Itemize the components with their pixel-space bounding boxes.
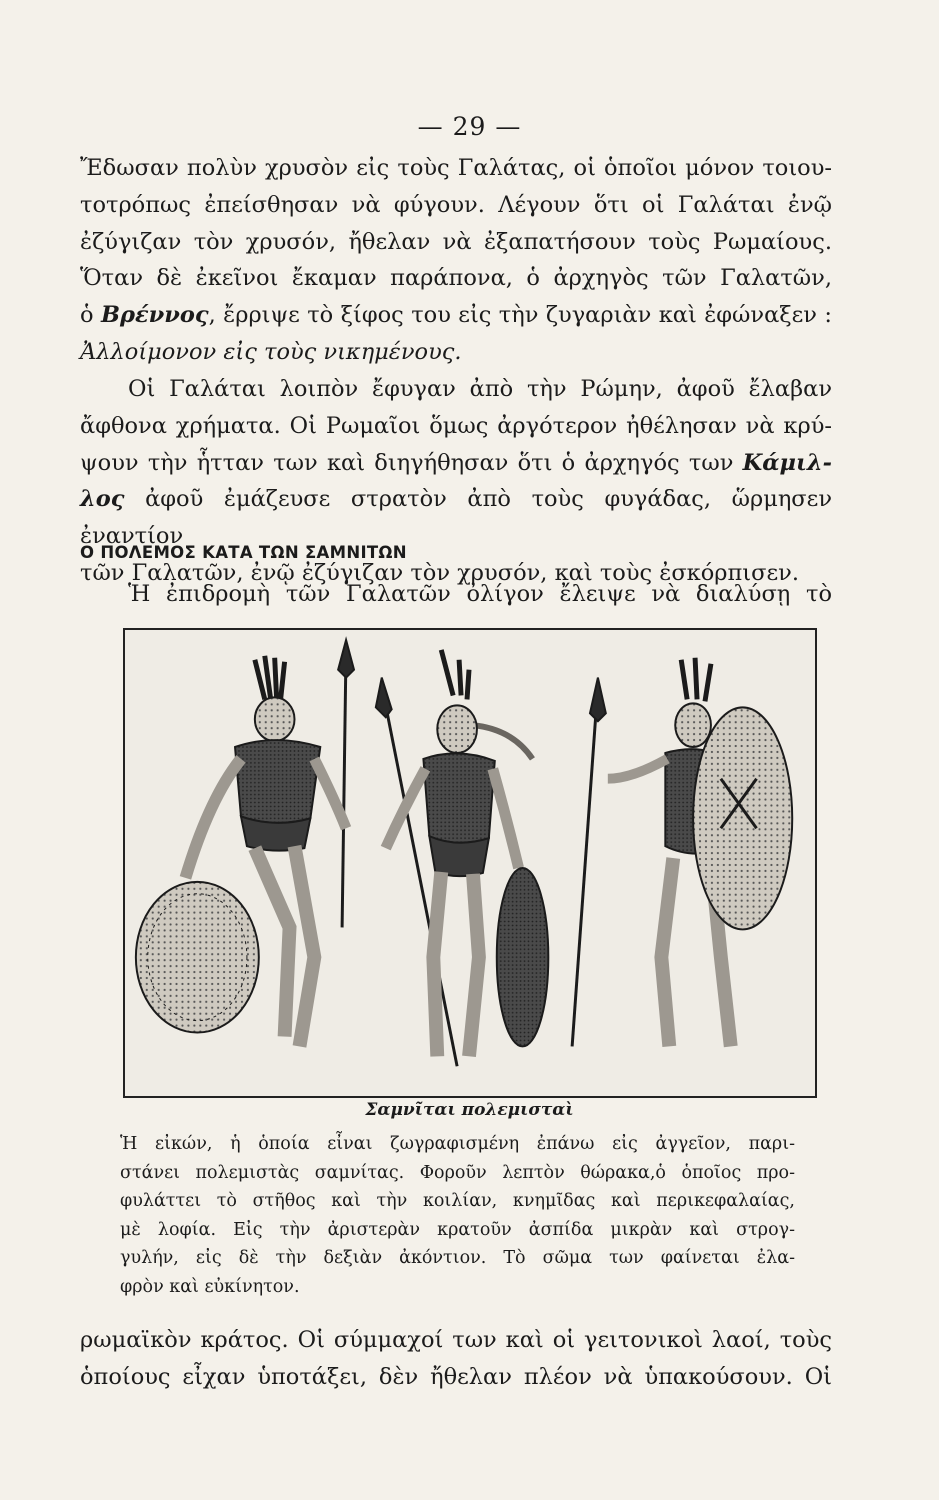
crest-plume-icon: [441, 650, 469, 700]
figure-caption-title: Σαμνῖται πολεμισταὶ: [365, 1100, 574, 1120]
caption-line: Ἡ εἰκών, ἡ ὁποία εἶναι ζωγραφισμένη ἐπάνω εἰς ἀγγεῖον, παρι-: [120, 1134, 795, 1154]
text-line: ἄφθονα χρήματα. Οἱ Ρωμαῖοι ὅμως ἀργότερον ἠθέλησαν νὰ κρύ-: [80, 412, 832, 439]
warriors-illustration: [125, 630, 815, 1096]
figure-caption: [120, 1130, 795, 1302]
crest-plume-icon: [255, 656, 285, 700]
caption-line: γυλήν, εἰς δὲ τὴν δεξιὰν ἀκόντιον. Τὸ σῶμα των φαίνεται ἐλα-: [120, 1248, 795, 1269]
text-fragment: ψουν τὴν ἧτταν των καὶ διηγήθησαν ὅτι ὁ ἀρχηγός των: [80, 449, 743, 476]
oval-shield-icon: [497, 868, 549, 1046]
spear-icon: [572, 686, 598, 1047]
tunic-icon: [429, 836, 488, 876]
text-line: Ὅταν δὲ ἐκεῖνοι ἔκαμαν παράπονα, ὁ ἀρχηγὸς τῶν Γαλατῶν,: [80, 265, 832, 292]
warrior-right: [572, 658, 792, 1047]
breastplate-icon: [423, 753, 494, 842]
arm-icon: [493, 769, 519, 868]
legs-icon: [433, 872, 479, 1056]
page-number: — 29 —: [417, 112, 522, 141]
figure-samnite-warriors: [123, 628, 817, 1098]
paragraph-roman-state: [80, 1322, 832, 1396]
head-icon: [437, 705, 477, 753]
text-line: [80, 445, 832, 482]
caption-line: στάνει πολεμιστὰς σαμνίτας. Φοροῦν λεπτὸν θώρακα,ὁ ὁποῖος προ-: [120, 1162, 795, 1183]
text-line: ρωμαϊκὸν κράτος. Οἱ σύμμαχοί των καὶ οἱ γειτονικοὶ λαοί, τοὺς: [80, 1327, 832, 1353]
warrior-middle: [376, 650, 549, 1066]
text-fragment: ἀφοῦ ἐμάζευσε στρατὸν ἀπὸ τοὺς φυγάδας, ὥρμησεν ἐναντίον: [80, 486, 832, 550]
spear-icon: [342, 648, 346, 928]
text-line: [80, 297, 832, 334]
text-line: Ἔδωσαν πολὺν χρυσὸν εἰς τοὺς Γαλάτας, οἱ ὁποῖοι μόνον τοιου-: [80, 155, 832, 181]
spear-tip-icon: [590, 678, 606, 722]
arm-icon: [314, 759, 346, 828]
paragraph-samnites-intro: [80, 576, 832, 613]
arm-icon: [608, 759, 667, 779]
text-line: ὁποίους εἶχαν ὑποτάξει, δὲν ἤθελαν πλέον νὰ ὑπακούσουν. Οἱ: [80, 1363, 832, 1390]
head-icon: [255, 697, 295, 741]
text-line: Οἱ Γαλάται λοιπὸν ἔφυγαν ἀπὸ τὴν Ρώμην, ἀφοῦ ἔλαβαν: [128, 376, 832, 402]
caption-line: φυλάττει τὸ στῆθος καὶ τὴν κοιλίαν, κνημῖδας καὶ περικεφαλαίας,: [120, 1191, 795, 1212]
name-camillus: Κάμιλ-: [742, 449, 832, 476]
large-shield-icon: [693, 707, 792, 929]
paragraph-gauls-gold: [80, 150, 832, 371]
hair-icon: [473, 725, 532, 759]
round-shield-icon: [136, 882, 259, 1033]
caption-line: φρὸν καὶ εὐκίνητον.: [120, 1276, 300, 1297]
text-line: τῶν Γαλατῶν, ἐνῷ ἐζύγιζαν τὸν χρυσόν, καὶ τοὺς ἐσκόρπισεν.: [80, 559, 799, 586]
crest-plume-icon: [681, 658, 711, 702]
text-fragment: , ἔρριψε τὸ ξίφος του εἰς τὴν ζυγαριὰν καὶ ἐφώναξεν :: [208, 302, 832, 329]
text-fragment: ὁ: [80, 302, 101, 329]
section-heading: Ο ΠΟΛΕΜΟΣ ΚΑΤΑ ΤΩΝ ΣΑΜΝΙΤΩΝ: [80, 543, 407, 562]
arm-icon: [386, 769, 426, 848]
spear-tip-icon: [338, 640, 354, 678]
text-line: ἐζύγιζαν τὸν χρυσόν, ἤθελαν νὰ ἐξαπατήσουν τοὺς Ρωμαίους.: [80, 228, 832, 255]
legs-icon: [255, 846, 314, 1046]
name-camillus-end: λος: [80, 486, 125, 513]
quote-vae-victis: Ἀλλοίμονον εἰς τοὺς νικημένους.: [80, 338, 462, 365]
spear-tip-icon: [376, 678, 392, 718]
caption-line: μὲ λοφία. Εἰς τὴν ἀριστερὰν κρατοῦν ἀσπίδα μικρὰν καὶ στρογ-: [120, 1219, 795, 1240]
text-line: Ἡ ἐπιδρομὴ τῶν Γαλατῶν ὀλίγον ἔλειψε νὰ διαλύσῃ τὸ: [128, 581, 832, 607]
arm-icon: [185, 759, 241, 878]
head-icon: [675, 703, 711, 747]
breastplate-icon: [235, 740, 320, 823]
name-brennos: Βρέννος: [100, 302, 209, 329]
text-line: τοτρόπως ἐπείσθησαν νὰ φύγουν. Λέγουν ὅτι οἱ Γαλάται ἐνῷ: [80, 191, 832, 218]
warrior-left: [136, 640, 354, 1047]
